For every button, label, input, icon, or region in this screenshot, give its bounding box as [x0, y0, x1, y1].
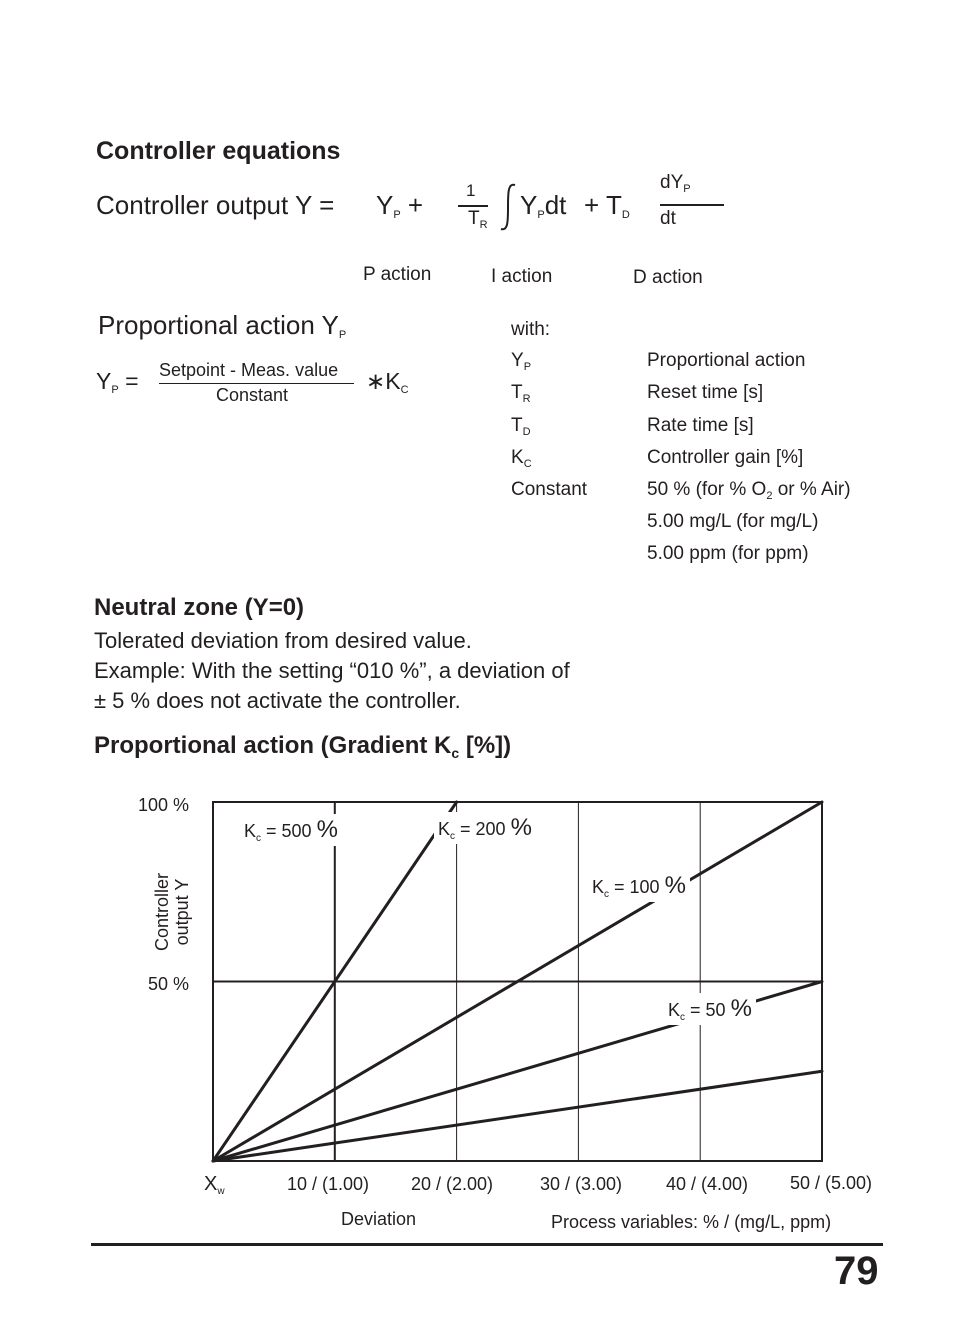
- x-tick-40: 40 / (4.00): [666, 1174, 749, 1194]
- y-axis-label: Controller output Y: [152, 872, 192, 952]
- derivative-numerator: $dY_P$: [660, 172, 691, 195]
- p-action-label: P action: [363, 264, 432, 285]
- series-label-kc-100: $K_c = 100$ %: [588, 870, 690, 902]
- yp-term: $Y_P$ +: [376, 190, 424, 221]
- yp-times-kc: $∗K_C$: [366, 368, 409, 396]
- integral-term: $Y_Pdt$: [520, 190, 567, 221]
- neutral-zone-line-3: ± 5 % does not activate the controller.: [94, 688, 461, 713]
- controller-equations-heading: Controller equations: [96, 137, 341, 165]
- controller-output-label: Controller output Y =: [96, 190, 335, 220]
- with-symbol-yp: $Y_P$: [511, 350, 532, 373]
- yp-numerator: Setpoint - Meas. value: [159, 360, 339, 380]
- x-tick-50: 50 / (5.00): [790, 1173, 873, 1193]
- page-number: 79: [834, 1249, 879, 1293]
- x-tick-10: 10 / (1.00): [287, 1174, 370, 1194]
- series-label-kc-500: $K_c = 500$ %: [240, 814, 342, 846]
- x-tick-20: 20 / (2.00): [411, 1174, 494, 1194]
- x-origin-label: $X_w$: [204, 1173, 225, 1197]
- series-label-kc-200: $K_c = 200$ %: [434, 812, 536, 844]
- derivative-denominator: dt: [660, 208, 676, 229]
- proportional-action-heading: Proportional action $Y_P$: [98, 310, 347, 341]
- with-symbol-td: $T_D$: [511, 415, 531, 438]
- x-axis-label: Deviation: [341, 1209, 417, 1229]
- with-label: with:: [511, 319, 551, 340]
- yp-equation-lhs: $Y_P$ =: [96, 368, 139, 396]
- x-axis-units-label: Process variables: % / (mg/L, ppm): [551, 1212, 832, 1232]
- with-desc-tr: Reset time [s]: [647, 382, 764, 403]
- with-desc-yp: Proportional action: [647, 350, 806, 371]
- with-symbol-tr: $T_R$: [511, 382, 531, 405]
- td-term: + $T_D$: [584, 190, 630, 221]
- integral-fraction-denominator: $T_R$: [468, 208, 488, 231]
- with-desc-constant-ppm: 5.00 ppm (for ppm): [647, 543, 809, 564]
- series-label-kc-50: $K_c = 50$ %: [664, 993, 756, 1025]
- i-action-label: I action: [491, 266, 553, 287]
- with-desc-kc: Controller gain [%]: [647, 447, 804, 468]
- gradient-heading: Proportional action (Gradient $K_c$ [%]): [94, 732, 512, 761]
- with-symbol-kc: $K_C$: [511, 447, 532, 470]
- neutral-zone-heading: Neutral zone (Y=0): [94, 594, 305, 621]
- with-desc-constant: 50 % (for % $O_2$ or % Air): [647, 479, 851, 502]
- integral-fraction-numerator: 1: [466, 181, 476, 200]
- x-tick-30: 30 / (3.00): [540, 1174, 623, 1194]
- d-action-label: D action: [633, 267, 703, 288]
- yp-denominator: Constant: [216, 385, 289, 405]
- neutral-zone-line-2: Example: With the setting “010 %”, a deviation of: [94, 658, 570, 683]
- with-desc-td: Rate time [s]: [647, 415, 754, 436]
- footer-rule: [91, 1243, 883, 1246]
- with-symbol-constant: Constant: [511, 479, 588, 500]
- with-desc-constant-mgl: 5.00 mg/L (for mg/L): [647, 511, 819, 532]
- series-line-3: [213, 1071, 822, 1161]
- y-tick-50: 50 %: [148, 974, 190, 994]
- y-tick-100: 100 %: [138, 795, 190, 815]
- neutral-zone-line-1: Tolerated deviation from desired value.: [94, 628, 472, 653]
